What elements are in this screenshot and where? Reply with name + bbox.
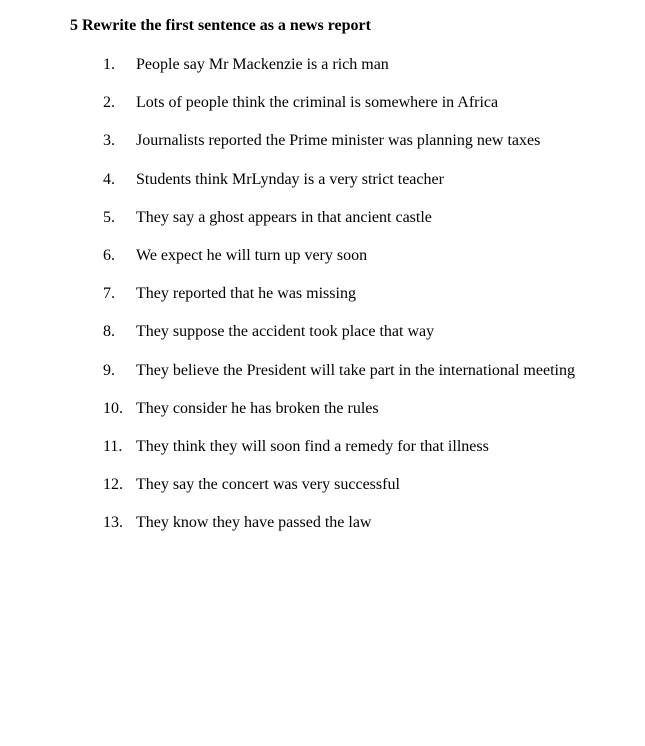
item-number: 5. xyxy=(103,208,115,226)
item-text: They believe the President will take part in the international meeting xyxy=(136,361,575,379)
item-text: They say a ghost appears in that ancient castle xyxy=(136,208,432,226)
item-number: 1. xyxy=(103,56,115,73)
item-number: 3. xyxy=(103,132,115,150)
item-number: 8. xyxy=(103,323,115,341)
item-text: They consider he has broken the rules xyxy=(136,399,379,417)
item-text: People say Mr Mackenzie is a rich man xyxy=(136,56,389,73)
item-number: 4. xyxy=(103,170,115,188)
item-text: They think they will soon find a remedy for that illness xyxy=(136,437,489,455)
item-number: 11. xyxy=(103,437,123,455)
item-text: They say the concert was very successful xyxy=(136,476,400,494)
exercise-heading: 5 Rewrite the first sentence as a news report xyxy=(70,17,371,34)
item-number: 9. xyxy=(103,361,115,379)
item-number: 13. xyxy=(103,514,123,532)
item-text: Students think MrLynday is a very strict teacher xyxy=(136,170,444,188)
item-number: 10. xyxy=(103,399,123,417)
item-text: They reported that he was missing xyxy=(136,285,356,303)
item-number: 6. xyxy=(103,246,115,264)
item-number: 7. xyxy=(103,285,115,303)
item-text: Journalists reported the Prime minister was planning new taxes xyxy=(136,132,541,150)
item-number: 2. xyxy=(103,94,115,112)
item-text: We expect he will turn up very soon xyxy=(136,246,368,264)
item-text: They suppose the accident took place that way xyxy=(136,323,435,341)
item-text: They know they have passed the law xyxy=(136,514,372,532)
item-number: 12. xyxy=(103,476,123,494)
item-text: Lots of people think the criminal is somewhere in Africa xyxy=(136,94,499,112)
